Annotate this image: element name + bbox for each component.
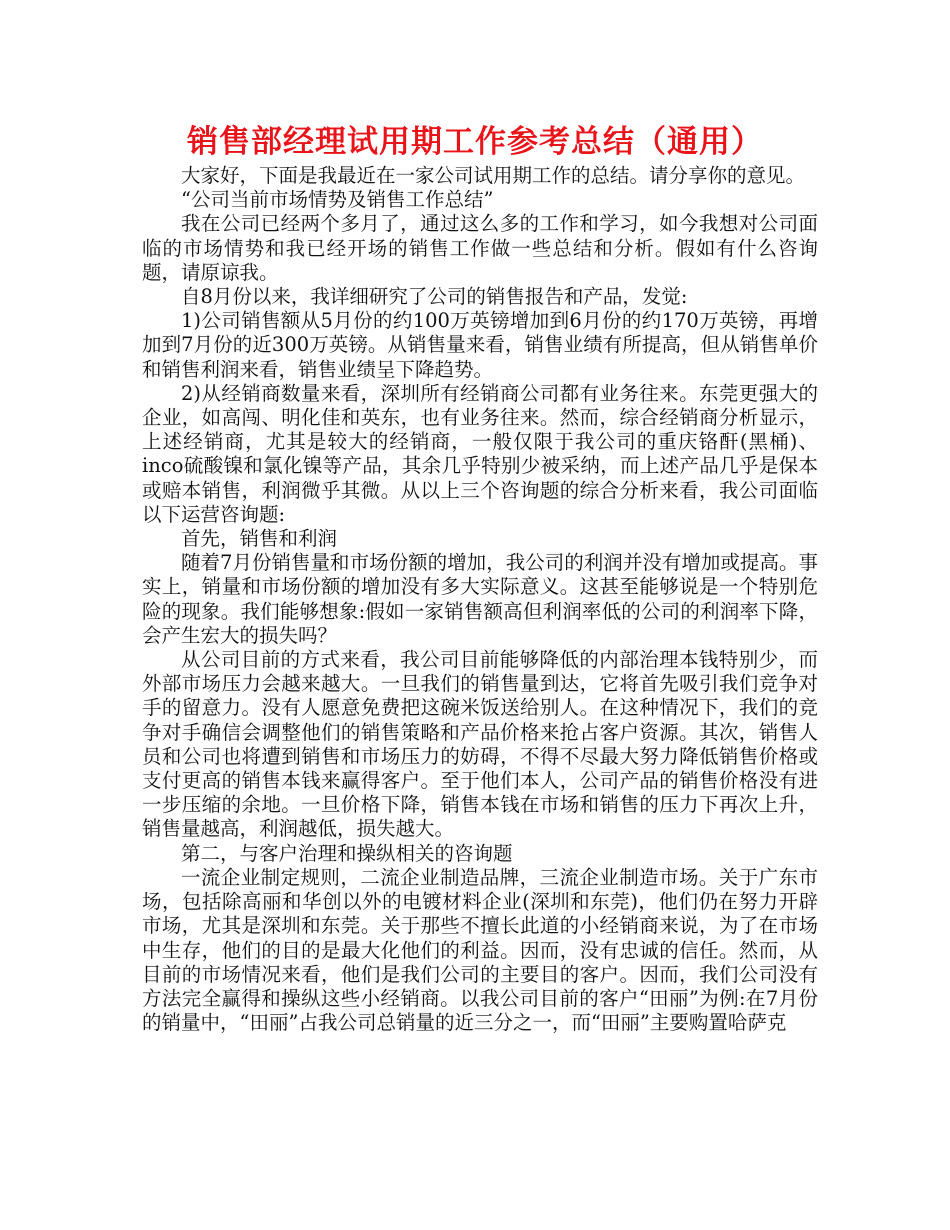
paragraph-findings-lead: 自8月份以来，我详细研究了公司的销售报告和产品，发觉: xyxy=(181,285,688,309)
document-title: 销售部经理试用期工作参考总结（通用） xyxy=(187,124,763,160)
paragraph-customer-control: 一流企业制定规则，二流企业制造品牌，三流企业制造市场。关于广东市场，包括除高丽和华创以外的电镀材料企业(深圳和东莞)，他们仍在努力开辟市场，尤其是深圳和东莞。关于那些不擅长此道的小经销商来说，为了在市场中生存，他们的目的是最大化他们的利益。因而，没有忠诚的信任。然而，从目前的市场情况来看，他们是我们公司的主要目的客户。因而，我们公司没有方法完全赢得和操纵这些小经销商。以我公司目前的客户“田丽”为例:在7月份的销量中，“田丽”占我公司总销量的近三分之一，而“田丽”主要购置哈萨克 xyxy=(142,865,818,1035)
paragraph-subtitle: “公司当前市场情势及销售工作总结” xyxy=(181,188,494,212)
paragraph-heading-second: 第二，与客户治理和操纵相关的咨询题 xyxy=(181,841,513,865)
paragraph-intro: 我在公司已经两个多月了，通过这么多的工作和学习，如今我想对公司面临的市场情势和我已经开场的销售工作做一些总结和分析。假如有什么咨询题，请原谅我。 xyxy=(142,212,818,284)
document-body xyxy=(142,164,818,1035)
paragraph-finding-1: 1)公司销售额从5月份的约100万英镑增加到6月份的约170万英镑，再增加到7月份的近300万英镑。从销售量来看，销售业绩有所提高，但从销售单价和销售利润来看，销售业绩呈下降趋势。 xyxy=(142,309,818,381)
paragraph-finding-2: 2)从经销商数量来看，深圳所有经销商公司都有业务往来。东莞更强大的企业，如高闯、明化佳和英东，也有业务往来。然而，综合经销商分析显示，上述经销商，尤其是较大的经销商，一般仅限于我公司的重庆铬酐(黑桶)、inco硫酸镍和氯化镍等产品，其余几乎特别少被采纳，而上述产品几乎是保本或赔本销售，利润微乎其微。从以上三个咨询题的综合分析来看，我公司面临以下运营咨询题: xyxy=(142,381,818,526)
paragraph-sales-profit: 随着7月份销售量和市场份额的增加，我公司的利润并没有增加或提高。事实上，销量和市场份额的增加没有多大实际意义。这甚至能够说是一个特别危险的现象。我们能够想象:假如一家销售额高但利润率低的公司的利润率下降，会产生宏大的损失吗？ xyxy=(142,551,818,647)
paragraph-cost-analysis: 从公司目前的方式来看，我公司目前能够降低的内部治理本钱特别少，而外部市场压力会越来越大。一旦我们的销售量到达，它将首先吸引我们竞争对手的留意力。没有人愿意免费把这碗米饭送给别人。在这种情况下，我们的竞争对手确信会调整他们的销售策略和产品价格来抢占客户资源。其次，销售人员和公司也将遭到销售和市场压力的妨碍，不得不尽最大努力降低销售价格或支付更高的销售本钱来赢得客户。至于他们本人，公司产品的销售价格没有进一步压缩的余地。一旦价格下降，销售本钱在市场和销售的压力下再次上升，销售量越高，利润越低，损失越大。 xyxy=(142,648,818,841)
paragraph-heading-first: 首先，销售和利润 xyxy=(181,527,338,551)
paragraph-greeting: 大家好，下面是我最近在一家公司试用期工作的总结。请分享你的意见。 xyxy=(181,164,806,187)
